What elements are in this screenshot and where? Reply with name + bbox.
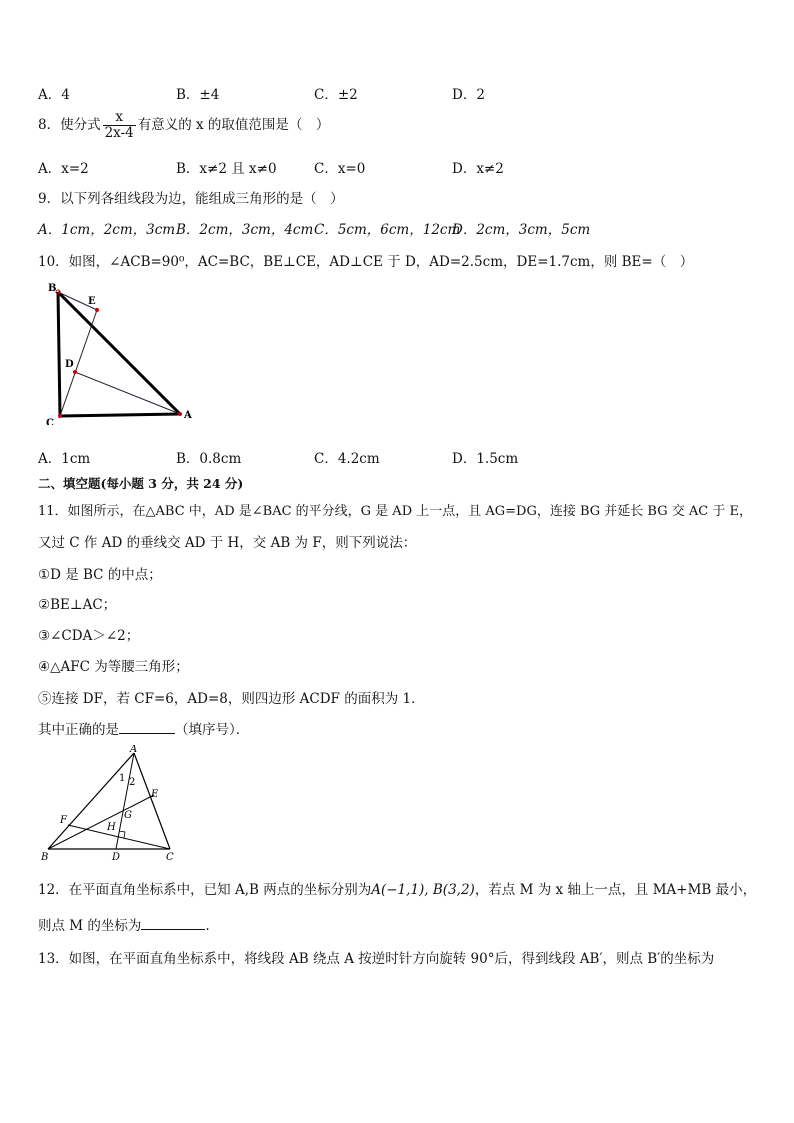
- q7-option-a: A．4: [38, 87, 70, 103]
- q10-point-e: [95, 308, 99, 312]
- q11-line-2: 又过 C 作 AD 的垂线交 AD 于 H，交 AB 为 F，则下列说法：: [38, 535, 417, 551]
- q11-figure: [36, 745, 186, 865]
- q10-line-ad: [75, 372, 180, 414]
- q10-point-a: [178, 412, 182, 416]
- q11-side-ac: [134, 753, 170, 849]
- q8-question: [38, 110, 329, 141]
- section-2-heading: 二、填空题(每小题 3 分，共 24 分): [38, 476, 244, 491]
- q11-answer-line: [38, 718, 249, 738]
- q10-point-c: [58, 414, 62, 418]
- q8-option-b: B．x≠2 且 x≠0: [176, 161, 277, 177]
- q8-option-d: D．x≠2: [452, 161, 504, 177]
- q10-side-ca: [60, 414, 180, 416]
- q12-line1-prefix: 12．在平面直角坐标系中，已知 A,B 两点的坐标分别为: [38, 882, 372, 898]
- q12-answer-blank[interactable]: [141, 917, 205, 930]
- q8-prefix: 8．使分式: [38, 116, 101, 133]
- q11-line-cf: [68, 825, 170, 849]
- q10-point-d: [73, 370, 77, 374]
- q11-label-a: A: [130, 745, 138, 755]
- q7-option-c: C．±2: [314, 87, 358, 103]
- q8-fraction: [103, 110, 136, 141]
- q8-frac-denominator: 2x-4: [104, 124, 134, 141]
- q9-option-a: A．1cm，2cm，3cm: [38, 222, 176, 238]
- q11-item-1: ①D 是 BC 的中点；: [38, 567, 162, 583]
- q9-question: 9．以下列各组线段为边，能组成三角形的是（ ）: [38, 191, 344, 207]
- q12-coords: A(−1,1), B(3,2): [371, 882, 475, 898]
- q12-line2-suffix: .: [205, 918, 210, 934]
- q10-side-ba: [58, 292, 180, 414]
- q11-line-1: 11．如图所示，在△ABC 中，AD 是∠BAC 的平分线，G 是 AD 上一点，且 AG=DG，连接 BG 并延长 BG 交 AC 于 E，: [38, 504, 752, 519]
- q11-label-b: B: [41, 852, 49, 863]
- q11-label-h: H: [107, 822, 116, 833]
- q11-label-c: C: [166, 852, 174, 863]
- q10-label-c: C: [46, 418, 54, 425]
- q12-line1-suffix: ，若点 M 为 x 轴上一点，且 MA+MB 最小，: [474, 882, 757, 898]
- q8-option-c: C．x=0: [314, 161, 366, 177]
- q11-item-4: ④△AFC 为等腰三角形；: [38, 659, 189, 675]
- q10-label-a: A: [184, 410, 192, 421]
- q12-line2-prefix: 则点 M 的坐标为: [38, 918, 142, 934]
- q11-label-2: 2: [129, 777, 136, 788]
- q11-side-ab: [48, 753, 134, 849]
- q10-option-a: A．1cm: [38, 451, 91, 467]
- q11-item-5: ⑤连接 DF，若 CF=6，AD=8，则四边形 ACDF 的面积为 1．: [38, 691, 425, 707]
- q11-line-ad: [116, 753, 134, 849]
- q10-option-c: C．4.2cm: [314, 451, 380, 467]
- q8-frac-numerator: x: [103, 110, 136, 126]
- q12-line-1: [38, 878, 756, 898]
- q10-label-b: B: [48, 283, 57, 294]
- q10-option-b: B．0.8cm: [176, 451, 242, 467]
- q11-answer-prefix: 其中正确的是: [38, 722, 119, 738]
- q11-answer-blank[interactable]: [119, 721, 175, 734]
- q10-label-e: E: [88, 296, 96, 307]
- q10-figure: [40, 280, 200, 425]
- q11-label-e: E: [151, 789, 159, 800]
- q12-line-2: [38, 914, 210, 934]
- q9-option-b: B．2cm，3cm，4cm: [176, 222, 314, 238]
- q13-question: 13．如图，在平面直角坐标系中，将线段 AB 绕点 A 按逆时针方向旋转 90°后，得到线段 AB′，则点 B′的坐标为: [38, 951, 715, 967]
- q11-item-2: ②BE⊥AC；: [38, 597, 117, 613]
- q11-label-1: 1: [119, 773, 126, 784]
- q10-option-d: D．1.5cm: [452, 451, 519, 467]
- q7-option-b: B．±4: [176, 87, 220, 103]
- q11-answer-suffix: （填序号）．: [175, 722, 250, 738]
- q11-label-g: G: [124, 810, 132, 821]
- q11-item-3: ③∠CDA＞∠2；: [38, 628, 140, 644]
- q7-option-d: D．2: [452, 87, 485, 103]
- q8-option-a: A．x=2: [38, 161, 89, 177]
- q8-suffix: 有意义的 x 的取值范围是（ ）: [137, 116, 330, 133]
- q9-option-c: C．5cm，6cm，12cm: [314, 222, 461, 238]
- q11-label-d: D: [112, 852, 121, 863]
- q10-question: 10．如图，∠ACB=90⁰，AC=BC，BE⊥CE，AD⊥CE 于 D，AD=2.5cm，DE=1.7cm，则 BE=（ ）: [38, 254, 694, 270]
- q10-label-d: D: [65, 359, 74, 370]
- q9-option-d: D．2cm，3cm，5cm: [452, 222, 591, 238]
- q10-side-bc: [58, 292, 60, 416]
- q11-label-f: F: [60, 815, 67, 826]
